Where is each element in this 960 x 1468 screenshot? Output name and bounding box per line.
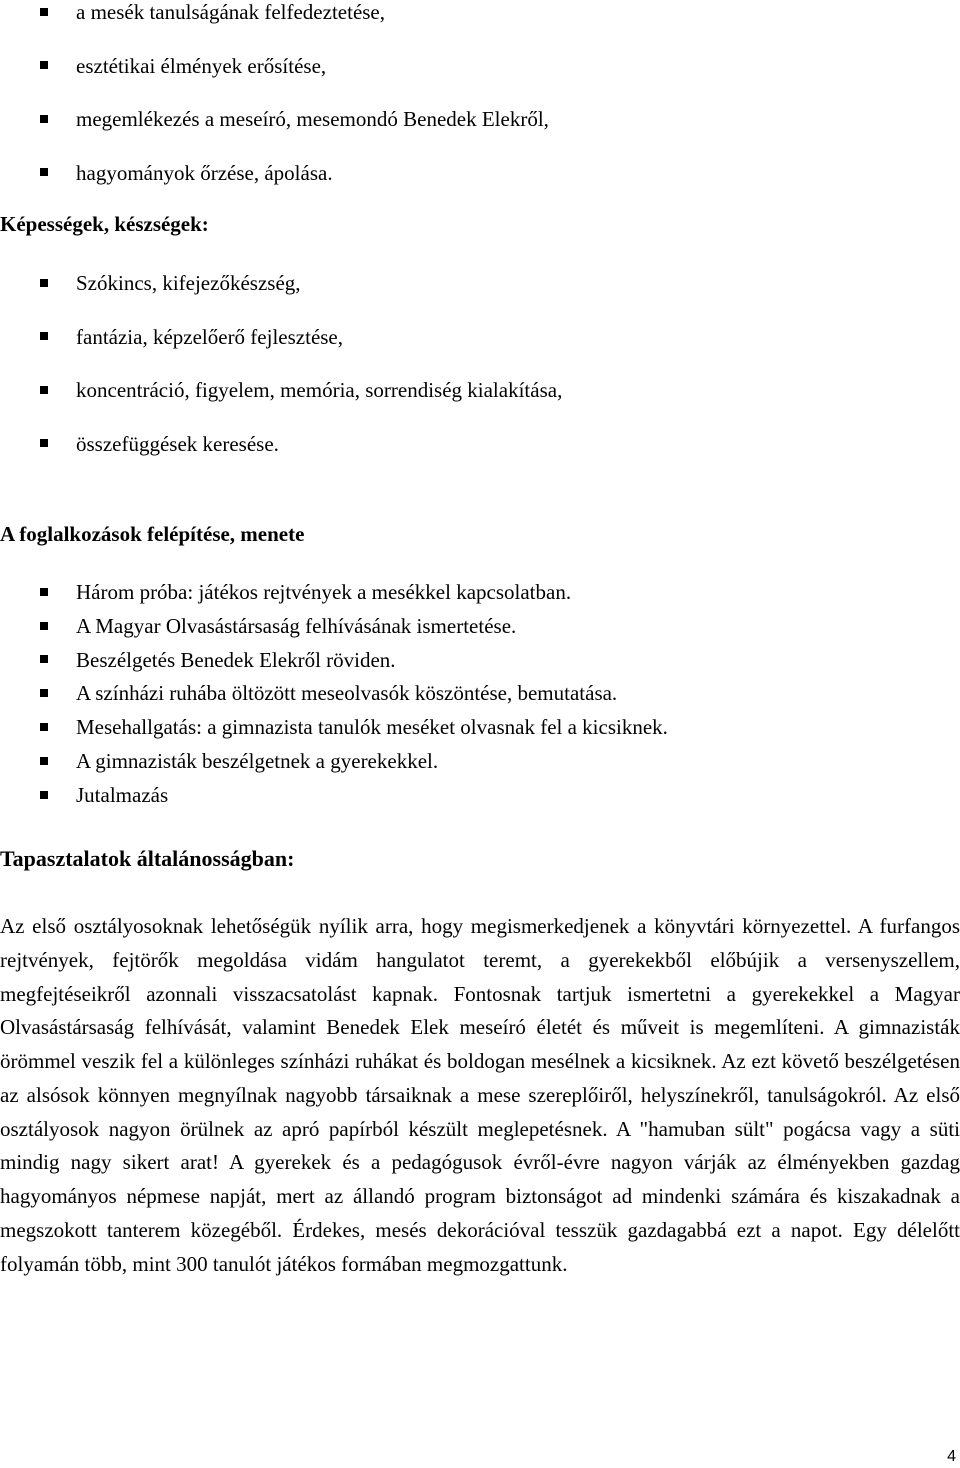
list-item-text: megemlékezés a meseíró, mesemondó Benedek Elekről,	[76, 107, 549, 131]
list-item	[0, 779, 960, 813]
goals-list	[0, 0, 960, 200]
square-bullet-icon	[40, 386, 48, 394]
square-bullet-icon	[40, 588, 48, 596]
list-item	[0, 644, 960, 678]
list-item-text: összefüggések keresése.	[76, 431, 279, 456]
list-item	[0, 93, 960, 147]
square-bullet-icon	[40, 168, 48, 176]
list-item-text: a mesék tanulságának felfedeztetése,	[76, 0, 386, 24]
square-bullet-icon	[40, 439, 48, 447]
square-bullet-icon	[40, 115, 48, 123]
square-bullet-icon	[40, 757, 48, 765]
list-item	[0, 257, 960, 311]
skills-list	[0, 257, 960, 471]
list-item-text: Három próba: játékos rejtvények a mesékkel kapcsolatban.	[76, 580, 572, 604]
list-item	[0, 576, 960, 610]
list-item	[0, 418, 960, 472]
list-item-text: Jutalmazás	[76, 782, 169, 807]
list-item-text: koncentráció, figyelem, memória, sorrendiség kialakítása,	[76, 378, 563, 402]
list-item	[0, 0, 960, 40]
list-item-text: A Magyar Olvasástársaság felhívásának ismertetése.	[76, 613, 517, 638]
list-item-text: esztétikai élmények erősítése,	[76, 53, 327, 78]
list-item	[0, 40, 960, 94]
structure-list	[0, 576, 960, 813]
skills-heading: Képességek, készségek:	[0, 212, 209, 236]
experience-paragraph: Az első osztályosoknak lehetőségük nyílik arra, hogy megismerkedjenek a könyvtári környezettel. A furfangos rejtvények, fejtörők megoldása vidám hangulatot teremt, a gyerekekből előbújik a versenyszellem, megfejtéseikről azonnali visszacsatolást kapnak. Fontosnak tartjuk ismertetni a gyerekekkel a Magyar Olvasástársaság felhívását, valamint Benedek Elek meseíró életét és műveit is megemlíteni. A gimnazisták örömmel veszik fel a különleges színházi ruhákat és boldogan mesélnek a kicsiknek. Az ezt követő beszélgetésen az alsósok könnyen megnyílnak nagyobb társaiknak a mese szereplőiről, helyszínekről, tanulságokról. Az első osztályosok nagyon örülnek az apró papírból készült meglepetésnek. A "hamuban sült" pogácsa vagy a süti mindig nagy sikert arat! A gyerekek és a pedagógusok évről-évre nagyon várják az élményekben gazdag hagyományos népmese napját, mert az állandó program biztonságot ad mindenki számára és kiszakadnak a megszokott tanterem közegéből. Érdekes, mesés dekorációval tesszük gazdagabbá ezt a napot. Egy délelőtt folyamán több, mint 300 tanulót játékos formában megmozgattunk.	[0, 914, 960, 1276]
list-item-text: A gimnazisták beszélgetnek a gyerekekkel.	[76, 748, 439, 773]
page-number: 4	[947, 1448, 956, 1465]
experience-heading: Tapasztalatok általánosságban:	[0, 846, 295, 871]
list-item	[0, 311, 960, 365]
square-bullet-icon	[40, 8, 48, 16]
square-bullet-icon	[40, 61, 48, 69]
list-item	[0, 147, 960, 201]
list-item-text: Beszélgetés Benedek Elekről röviden.	[76, 647, 396, 672]
square-bullet-icon	[40, 332, 48, 340]
square-bullet-icon	[40, 723, 48, 731]
square-bullet-icon	[40, 279, 48, 287]
square-bullet-icon	[40, 655, 48, 663]
list-item	[0, 364, 960, 418]
list-item-text: hagyományok őrzése, ápolása.	[76, 160, 333, 185]
list-item	[0, 677, 960, 711]
structure-heading: A foglalkozások felépítése, menete	[0, 522, 305, 546]
list-item-text: A színházi ruhába öltözött meseolvasók köszöntése, bemutatása.	[76, 681, 618, 706]
list-item	[0, 745, 960, 779]
square-bullet-icon	[40, 689, 48, 697]
list-item	[0, 711, 960, 745]
square-bullet-icon	[40, 791, 48, 799]
list-item-text: fantázia, képzelőerő fejlesztése,	[76, 324, 344, 349]
list-item	[0, 610, 960, 644]
list-item-text: Mesehallgatás: a gimnazista tanulók meséket olvasnak fel a kicsiknek.	[76, 715, 668, 740]
square-bullet-icon	[40, 622, 48, 630]
list-item-text: Szókincs, kifejezőkészség,	[76, 271, 301, 295]
